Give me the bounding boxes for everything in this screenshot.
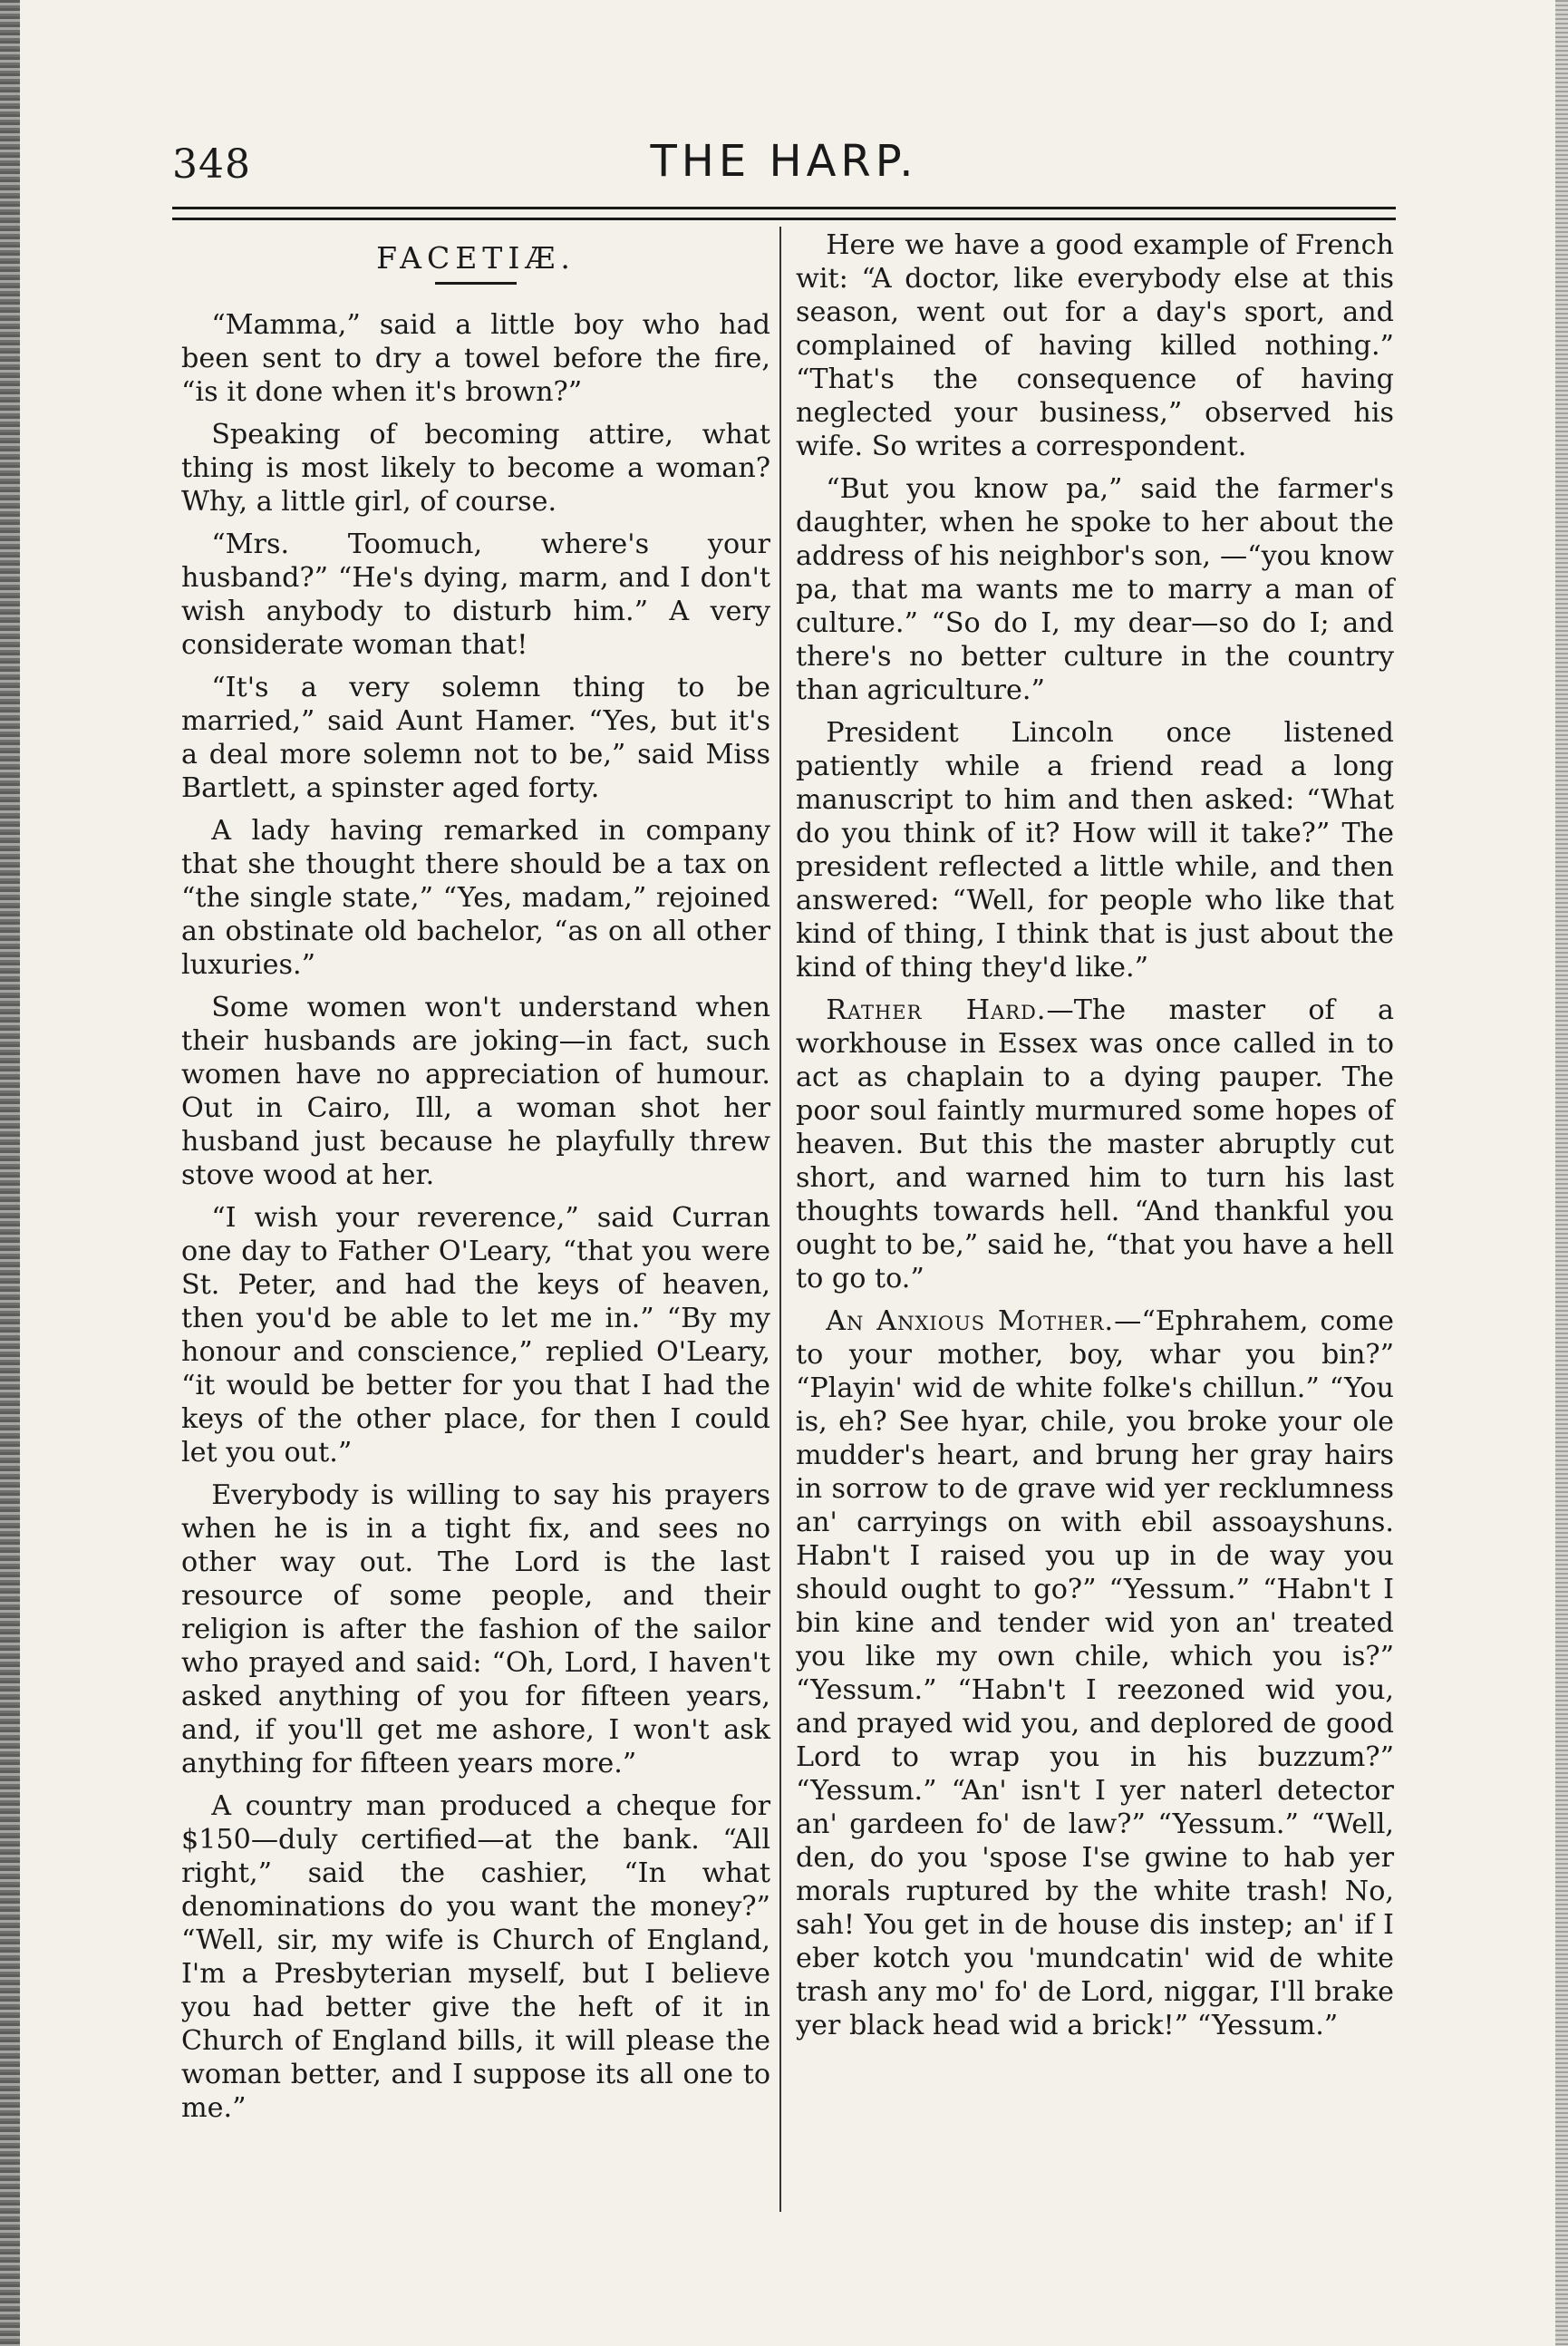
paragraph: A country man produced a cheque for $150—duly certified—at the bank. “All right,” said the cashier, “In what denominations do you want the money?” “Well, sir, my wife is Church of England, I'm a Presbyterian myself, but I believe you had better give the heft of it in Church of England bills, it will please the woman better, and I suppose its all one to me.” [181,1790,770,2124]
left-column [181,228,770,2134]
header-rule-top [172,207,1396,209]
paragraph-lead: An Anxious Mother. [826,1305,1115,1337]
paragraph: Speaking of becoming attire, what thing is most likely to become a woman? Why, a little girl, of course. [181,419,770,518]
paragraph [796,994,1394,1295]
paragraph-text: —“Ephrahem, come to your mother, boy, whar you bin?” “Playin' wid de white folke's chillun.” “You is, eh? See hyar, chile, you broke your ole mudder's heart, and brung her gray hairs in sorrow to de grave wid yer recklumness an' carryings on with ebil assoayshuns. Habn't I raised you up in de way you should ought to go?” “Yessum.” “Habn't I bin kine and tender wid yon an' treated you like my own chile, which you is?” “Yessum.” “Habn't I reezoned wid you, and prayed wid you, and deplored de good Lord to wrap you in his buzzum?” “Yessum.” “An' isn't I yer naterl detector an' gardeen fo' de law?” “Yessum.” “Well, den, do you 'spose I'se gwine to hab yer morals ruptured by the white trash! No, sah! You get in de house dis instep; an' if I eber kotch you 'mundcatin' wid de white trash any mo' fo' de Lord, niggar, I'll brake yer black head wid a brick!” “Yessum.” [796,1305,1395,2041]
page-header [172,136,1396,199]
paragraph: “Mrs. Toomuch, where's your husband?” “He's dying, marm, and I don't wish anybody to disturb him.” A very considerate woman that! [181,528,770,661]
paragraph: Everybody is willing to say his prayers when he is in a tight fix, and sees no other way out. The Lord is the last resource of some people, and their religion is after the fashion of the sailor who prayed and said: “Oh, Lord, I haven't asked anything of you for fifteen years, and, if you'll get me ashore, I won't ask anything for fifteen years more.” [181,1479,770,1779]
paragraph [796,716,1394,984]
column-divider [779,227,781,2212]
paragraph: A lady having remarked in company that she thought there should be a tax on “the single state,” “Yes, madam,” rejoined an obstinate old bachelor, “as on all other luxuries.” [181,815,770,981]
page-number: 348 [172,141,251,188]
section-title-rule [435,282,517,285]
paragraph: “It's a very solemn thing to be married,” said Aunt Hamer. “Yes, but it's a deal more solemn not to be,” said Miss Bartlett, a spinster aged forty. [181,672,770,804]
header-rule-bottom [172,218,1396,220]
paragraph-text: Here we have a good example of French wit: “A doctor, like everybody else at this season, went out for a day's sport, and complained of having killed nothing.” “That's the consequence of having neglected your business,” observed his wife. So writes a correspondent. [796,229,1394,462]
scan-edge-right [1555,0,1568,2346]
paragraph: “Mamma,” said a little boy who had been sent to dry a towel before the fire, “is it done when it's brown?” [181,309,770,408]
paragraph [796,472,1394,707]
running-title: THE HARP. [650,136,918,187]
paragraph-text: President Lincoln once listened patiently while a friend read a long manuscript to him and then asked: “What do you think of it? How will it take?” The president reflected a little while, and then answered: “Well, for people who like that kind of thing, I think that is just about the kind of thing they'd like.” [796,717,1394,984]
paragraph: Some women won't understand when their husbands are joking—in fact, such women have no appreciation of humour. Out in Cairo, Ill, a woman shot her husband just because he playfully threw stove wood at her. [181,992,770,1191]
paragraph-text: —The master of a workhouse in Essex was once called in to act as chaplain to a dying pauper. The poor soul faintly murmured some hopes of heaven. But this the master abruptly cut short, and warned him to turn his last thoughts towards hell. “And thankful you ought to be,” said he, “that you have a hell to go to.” [796,994,1394,1294]
paragraph-text: “But you know pa,” said the farmer's daughter, when he spoke to her about the address of his neighbor's son, —“you know pa, that ma wants me to marry a man of culture.” “So do I, my dear—so do I; and there's no better culture in the country than agriculture.” [796,473,1394,706]
paragraph [796,1304,1394,2042]
paragraph [796,228,1394,463]
right-column [796,228,1394,2051]
paragraph-lead: Rather Hard. [826,994,1047,1026]
scan-edge-left [0,0,20,2346]
section-title: FACETIÆ. [376,240,576,276]
paragraph: “I wish your reverence,” said Curran one day to Father O'Leary, “that you were St. Peter, and had the keys of heaven, then you'd be able to let me in.” “By my honour and conscience,” replied O'Leary, “it would be better for you that I had the keys of the other place, for then I could let you out.” [181,1202,770,1469]
